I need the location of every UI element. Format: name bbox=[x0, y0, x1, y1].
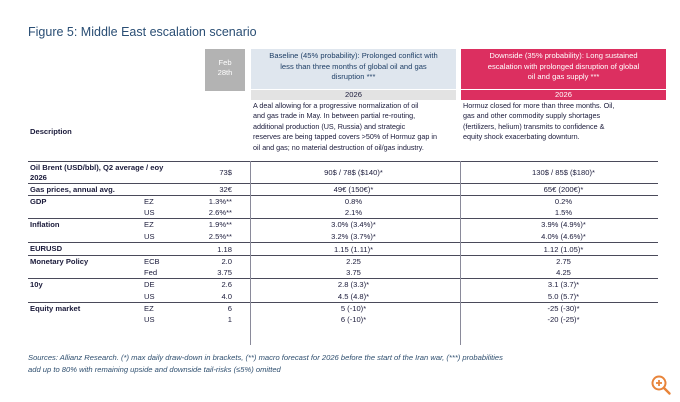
table-row bbox=[28, 207, 658, 218]
downside-value: 5.0 (5.7)* bbox=[547, 291, 580, 301]
baseline-header-line: Baseline (45% probability): Prolonged conflict with bbox=[269, 51, 438, 60]
downside-value: 1.5% bbox=[554, 208, 573, 217]
footnote bbox=[28, 352, 658, 376]
baseline-value: 0.8% bbox=[344, 197, 363, 206]
downside-value: -20 (-25)* bbox=[547, 315, 580, 324]
baseline-value: 49€ (150€)* bbox=[333, 185, 374, 194]
feb-header bbox=[205, 49, 245, 91]
downside-value: 4.0% (4.6%)* bbox=[541, 231, 586, 241]
feb-value: 3.75 bbox=[217, 268, 232, 277]
zoom-in-icon[interactable] bbox=[650, 374, 672, 396]
downside-description-line: (fertilizers, helium) transmits to confidence & bbox=[463, 121, 605, 131]
table-row bbox=[28, 290, 658, 302]
feb-value: 2.6 bbox=[221, 280, 232, 289]
row-sublabel: EZ bbox=[144, 220, 154, 229]
table-row bbox=[28, 278, 658, 290]
table-row bbox=[28, 218, 658, 230]
baseline-header bbox=[251, 49, 456, 89]
table-row bbox=[28, 302, 658, 314]
downside-header-line: Downside (35% probability): Long sustained bbox=[489, 51, 638, 60]
column-divider bbox=[460, 161, 461, 345]
row-sublabel: US bbox=[144, 291, 155, 301]
downside-value: 2.75 bbox=[556, 257, 571, 266]
feb-value: 6 bbox=[227, 304, 232, 313]
baseline-description-line: A deal allowing for a progressive normalization of oil bbox=[253, 101, 419, 110]
baseline-value: 6 (-10)* bbox=[340, 315, 367, 324]
downside-value: 3.1 (3.7)* bbox=[547, 280, 580, 289]
row-label: Inflation bbox=[30, 219, 60, 229]
row-sublabel: US bbox=[144, 208, 155, 217]
feb-value: 4.0 bbox=[221, 291, 232, 301]
footnote-line: add up to 80% with remaining upside and downside tail-risks (≤5%) omitted bbox=[28, 365, 281, 374]
row-sublabel: EZ bbox=[144, 304, 154, 313]
description-label: Description bbox=[30, 127, 72, 136]
baseline-header-line: less than three months of global oil and gas bbox=[280, 61, 427, 71]
feb-header-line: Feb bbox=[218, 58, 232, 67]
feb-value: 1.3%** bbox=[208, 197, 232, 206]
table-row bbox=[28, 242, 658, 255]
figure-title: Figure 5: Middle East escalation scenario bbox=[28, 25, 257, 39]
row-sublabel: US bbox=[144, 315, 155, 324]
downside-value: 65€ (200€)* bbox=[543, 185, 584, 194]
table-row bbox=[28, 255, 658, 267]
baseline-description-line: and gas trade in May. In between partial re-routing, bbox=[253, 111, 416, 121]
baseline-header-line: disruption *** bbox=[331, 72, 376, 81]
downside-value: 1.12 (1.05)* bbox=[543, 244, 584, 254]
feb-value: 32€ bbox=[219, 185, 232, 194]
row-label: Oil Brent (USD/bbl), Q2 average / eoy 2026 bbox=[30, 162, 164, 182]
row-label: Monetary Policy bbox=[30, 256, 89, 266]
downside-value: 0.2% bbox=[554, 197, 573, 206]
baseline-value: 90$ / 78$ ($140)* bbox=[324, 168, 383, 177]
row-sublabel: EZ bbox=[144, 197, 154, 206]
table-row bbox=[28, 314, 658, 325]
downside-value: 3.9% (4.9%)* bbox=[541, 220, 586, 229]
downside-description-line: gas and other commodity supply shortages bbox=[463, 111, 601, 121]
downside-value: 4.25 bbox=[556, 268, 571, 277]
row-sublabel: Fed bbox=[144, 268, 158, 277]
baseline-value: 3.75 bbox=[346, 268, 361, 277]
row-label: 10y bbox=[30, 279, 43, 289]
row-label: Gas prices, annual avg. bbox=[30, 184, 115, 194]
downside-header-line: escalation with prolonged disruption of global bbox=[487, 61, 640, 71]
downside-description-line: Hormuz closed for more than three months. Oil, bbox=[463, 101, 615, 110]
downside-value: 130$ / 85$ ($180)* bbox=[532, 168, 595, 177]
baseline-description-line: oil and gas; no material destruction of oil/gas industry. bbox=[253, 142, 424, 152]
baseline-value: 1.15 (1.11)* bbox=[333, 244, 374, 254]
feb-value: 2.5%** bbox=[208, 231, 232, 241]
feb-header-line: 28th bbox=[217, 68, 233, 77]
downside-header bbox=[461, 49, 666, 89]
feb-value: 2.0 bbox=[221, 257, 232, 266]
downside-description-line: equity shock exacerbating downturn. bbox=[463, 132, 580, 142]
row-label: Equity market bbox=[30, 303, 81, 313]
table-row bbox=[28, 267, 658, 278]
baseline-value: 3.2% (3.7%)* bbox=[331, 231, 376, 241]
downside-year: 2026 bbox=[461, 90, 666, 100]
feb-value: 73$ bbox=[219, 168, 232, 177]
baseline-value: 5 (-10)* bbox=[340, 304, 367, 313]
downside-description bbox=[461, 101, 666, 143]
downside-header-line: oil and gas supply *** bbox=[527, 72, 600, 81]
table-row bbox=[28, 195, 658, 207]
baseline-value: 2.1% bbox=[344, 208, 363, 217]
downside-value: -25 (-30)* bbox=[547, 304, 580, 313]
baseline-value: 4.5 (4.8)* bbox=[337, 291, 370, 301]
baseline-value: 2.8 (3.3)* bbox=[337, 280, 370, 289]
table-row bbox=[28, 183, 658, 195]
row-label: GDP bbox=[30, 196, 47, 206]
baseline-value: 3.0% (3.4%)* bbox=[331, 220, 376, 229]
column-divider bbox=[250, 161, 251, 345]
baseline-year: 2026 bbox=[251, 90, 456, 100]
feb-value: 1.18 bbox=[217, 244, 232, 254]
baseline-description-line: reserves are being tapped covers >50% of Hormuz gap in bbox=[253, 132, 437, 142]
row-label: EURUSD bbox=[30, 244, 63, 253]
feb-value: 1.9%** bbox=[208, 220, 232, 229]
feb-value: 2.6%** bbox=[208, 208, 232, 217]
row-sublabel: DE bbox=[144, 280, 155, 289]
footnote-line: Sources: Allianz Research. (*) max daily draw-down in brackets, (**) macro forecast for 2026 before the start of the Iran war, (***) probabilities bbox=[28, 353, 503, 362]
baseline-description bbox=[251, 101, 456, 153]
feb-value: 1 bbox=[227, 315, 232, 324]
table-row bbox=[28, 161, 658, 183]
baseline-description-line: additional production (US, Russia) and strategic bbox=[253, 121, 406, 131]
table-row bbox=[28, 230, 658, 242]
row-sublabel: US bbox=[144, 231, 155, 241]
row-sublabel: ECB bbox=[144, 257, 160, 266]
baseline-value: 2.25 bbox=[346, 257, 361, 266]
